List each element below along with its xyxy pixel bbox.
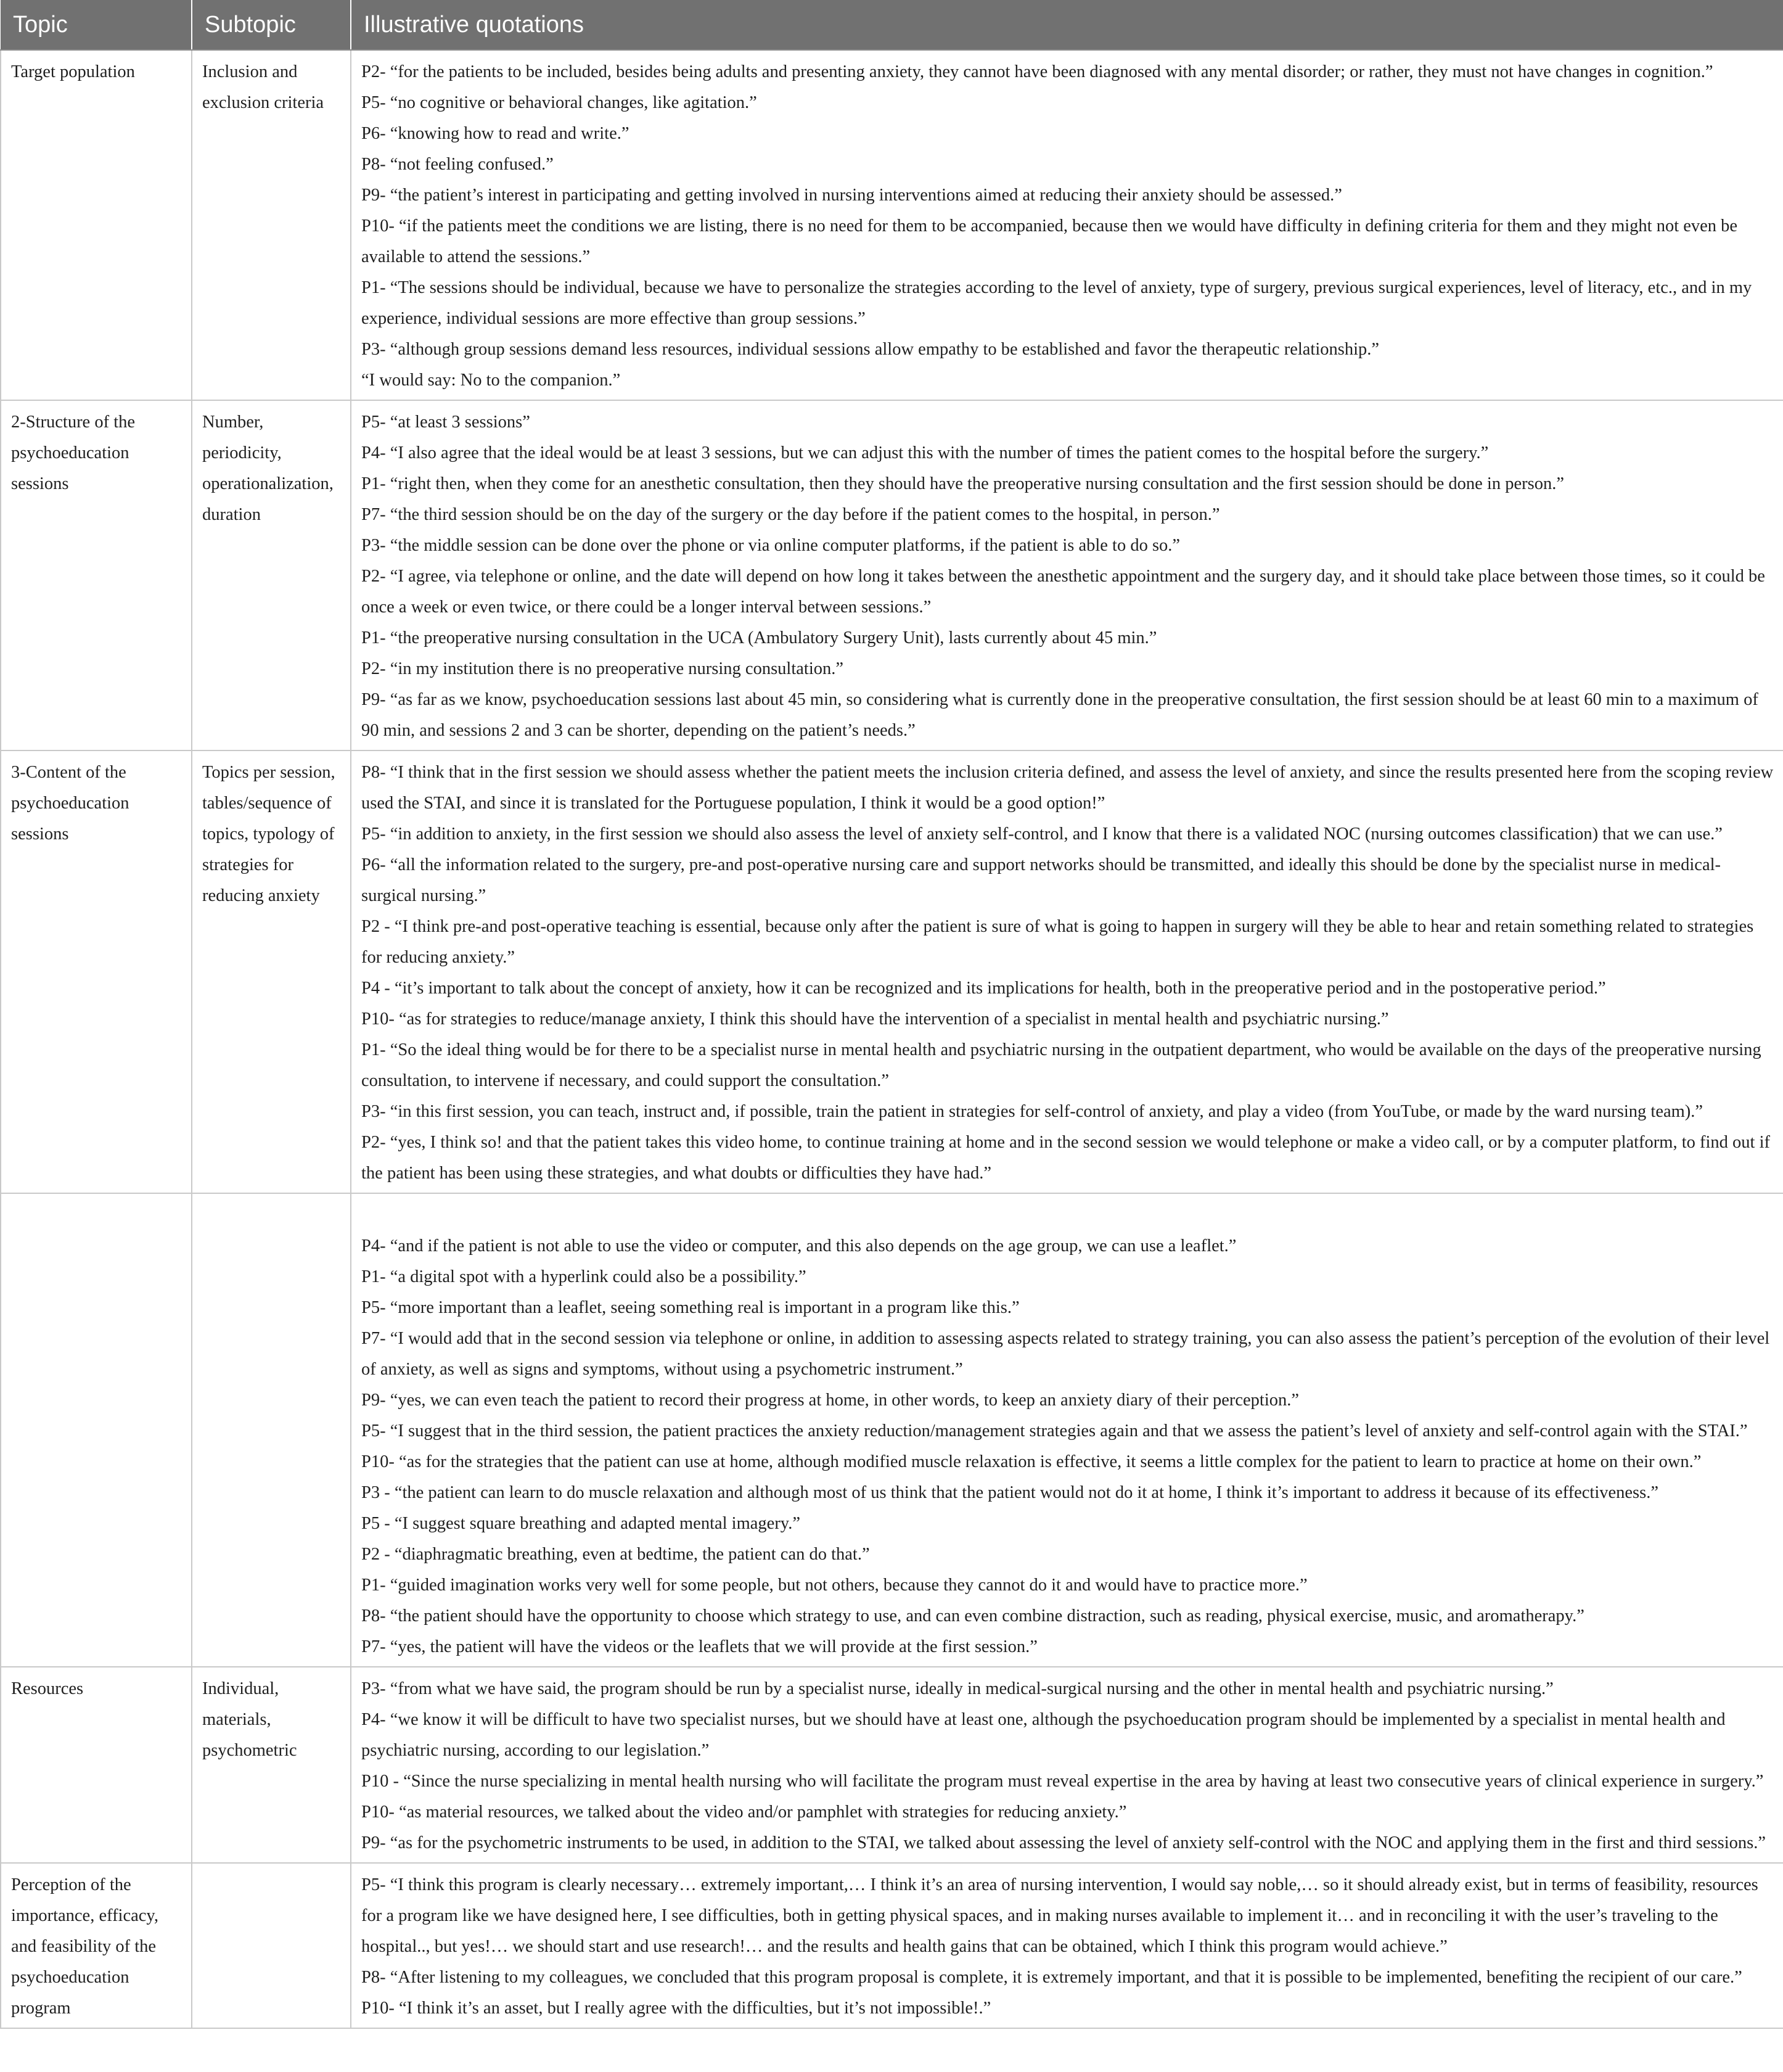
quotation: P2- “in my institution there is no preoperative nursing consultation.” bbox=[361, 659, 844, 678]
quotation: P4- “I also agree that the ideal would be at least 3 sessions, but we can adjust this with the number of times the patient comes to the hospital before the surgery.” bbox=[361, 443, 1489, 462]
quotation: P6- “knowing how to read and write.” bbox=[361, 124, 629, 143]
quotation: P10- “as for the strategies that the patient can use at home, although modified muscle relaxation is effective, it seems a little complex for the patient to learn to practice at home on their own.” bbox=[361, 1452, 1702, 1471]
subtopic-cell bbox=[192, 50, 351, 400]
topic-cell bbox=[1, 50, 192, 400]
quotation: P10- “as material resources, we talked about the video and/or pamphlet with strategies for reducing anxiety.” bbox=[361, 1803, 1127, 1822]
quotation: P2- “yes, I think so! and that the patient takes this video home, to continue training at home and in the second session we would telephone or make a video call, or by a computer platform, to find out if the patient has been using these strategies, and what doubts or difficulties they have had.” bbox=[361, 1133, 1770, 1183]
quotations-cell bbox=[351, 400, 1783, 750]
table-body bbox=[1, 50, 1783, 2028]
quotations-cell bbox=[351, 750, 1783, 1193]
subtopic-cell bbox=[192, 1863, 351, 2028]
table-row bbox=[1, 1863, 1783, 2028]
table-row bbox=[1, 400, 1783, 750]
quotation: P3- “although group sessions demand less resources, individual sessions allow empathy to be established and favor the therapeutic relationship.” bbox=[361, 340, 1380, 359]
topic-cell bbox=[1, 1863, 192, 2028]
quotation: P9- “yes, we can even teach the patient to record their progress at home, in other words, to keep an anxiety diary of their perception.” bbox=[361, 1391, 1300, 1410]
header-topic: Topic bbox=[1, 0, 192, 50]
quotation: P2 - “I think pre-and post-operative teaching is essential, because only after the patient is sure of what is going to happen in surgery will they be able to hear and retain something related to strategies for reducing anxiety.” bbox=[361, 917, 1754, 967]
quotation: P10- “if the patients meet the conditions we are listing, there is no need for them to be accompanied, because then we would have difficulty in defining criteria for them and they might not even be available to attend the sessions.” bbox=[361, 216, 1738, 266]
quotation: P1- “So the ideal thing would be for there to be a specialist nurse in mental health and psychiatric nursing in the outpatient department, who would be available on the days of the preoperative nursing consultation, to intervene if necessary, and could support the consultation.” bbox=[361, 1040, 1761, 1090]
topic-text: Resources bbox=[11, 1679, 84, 1698]
quotation: P3- “in this first session, you can teach, instruct and, if possible, train the patient in strategies for self-control of anxiety, and play a video (from YouTube, or made by the ward nursing team).” bbox=[361, 1102, 1703, 1121]
subtopic-text: Individual, materials, psychometric bbox=[202, 1679, 297, 1760]
topic-cell bbox=[1, 750, 192, 1193]
quotation: P7- “yes, the patient will have the videos or the leaflets that we will provide at the first session.” bbox=[361, 1637, 1038, 1656]
quotation: P2- “for the patients to be included, besides being adults and presenting anxiety, they cannot have been diagnosed with any mental disorder; or rather, they must not have changes in cognition.” bbox=[361, 62, 1713, 81]
quotation: P10- “as for strategies to reduce/manage anxiety, I think this should have the intervention of a specialist in mental health and psychiatric nursing.” bbox=[361, 1009, 1389, 1029]
quotation: P8- “I think that in the first session we should assess whether the patient meets the inclusion criteria defined, and assess the level of anxiety, and since the results presented here from the scoping review used the STAI, and since it is translated for the Portuguese population, I think it would be a good option!” bbox=[361, 763, 1774, 813]
header-quotations: Illustrative quotations bbox=[351, 0, 1783, 50]
subtopic-cell bbox=[192, 750, 351, 1193]
quotation: P2- “I agree, via telephone or online, and the date will depend on how long it takes between the anesthetic appointment and the surgery day, and it should take place between those times, so it could be once a week or even twice, or there could be a longer interval between sessions.” bbox=[361, 567, 1765, 617]
quotation: P5- “I suggest that in the third session, the patient practices the anxiety reduction/management strategies again and that we assess the patient’s level of anxiety and self-control again with the STAI.” bbox=[361, 1421, 1748, 1441]
header-subtopic: Subtopic bbox=[192, 0, 351, 50]
quotation: “I would say: No to the companion.” bbox=[361, 371, 621, 390]
quotations-cell bbox=[351, 50, 1783, 400]
quotation: P8- “the patient should have the opportunity to choose which strategy to use, and can even combine distraction, such as reading, physical exercise, music, and aromatherapy.” bbox=[361, 1606, 1584, 1626]
quotation: P1- “the preoperative nursing consultation in the UCA (Ambulatory Surgery Unit), lasts currently about 45 min.” bbox=[361, 628, 1157, 648]
subtopic-cell bbox=[192, 1193, 351, 1667]
quotation: P3- “from what we have said, the program should be run by a specialist nurse, ideally in medical-surgical nursing and the other in mental health and psychiatric nursing.” bbox=[361, 1679, 1554, 1698]
quotation: P4 - “it’s important to talk about the concept of anxiety, how it can be recognized and its implications for health, both in the preoperative period and in the postoperative period.” bbox=[361, 979, 1606, 998]
quotation: P1- “a digital spot with a hyperlink could also be a possibility.” bbox=[361, 1267, 806, 1286]
quotation: P9- “the patient’s interest in participating and getting involved in nursing interventions aimed at reducing their anxiety should be assessed.” bbox=[361, 186, 1342, 205]
subtopic-text: Topics per session, tables/sequence of topics, typology of strategies for reducing anxiety bbox=[202, 763, 335, 905]
table-row bbox=[1, 1193, 1783, 1667]
quotation: P8- “not feeling confused.” bbox=[361, 155, 554, 174]
table-row bbox=[1, 1667, 1783, 1863]
quotation: P5- “I think this program is clearly necessary… extremely important,… I think it’s an area of nursing intervention, I would say noble,… so it should already exist, but in terms of feasibility, resources for a program like we have designed here, I see difficulties, both in getting physical spaces, and in making nurses available to implement it… and in reconciling it with the user’s traveling to the hospital.., but yes!… we should start and use research!… and the results and health gains that can be obtained, which I think this program would achieve.” bbox=[361, 1875, 1758, 1956]
quotations-cell bbox=[351, 1193, 1783, 1667]
table-header-row bbox=[1, 0, 1783, 50]
quotation: P5- “in addition to anxiety, in the first session we should also assess the level of anxiety self-control, and I know that there is a validated NOC (nursing outcomes classification) that we can use.” bbox=[361, 824, 1723, 844]
quotation: P3- “the middle session can be done over the phone or via online computer platforms, if the patient is able to do so.” bbox=[361, 536, 1181, 555]
quotation: P5- “more important than a leaflet, seeing something real is important in a program like this.” bbox=[361, 1298, 1020, 1317]
topic-text: Perception of the importance, efficacy, and feasibility of the psychoeducation program bbox=[11, 1875, 158, 2018]
quotation: P10 - “Since the nurse specializing in mental health nursing who will facilitate the program must reveal expertise in the area by having at least two consecutive years of clinical experience in surgery.” bbox=[361, 1772, 1764, 1791]
quotation: P1- “The sessions should be individual, because we have to personalize the strategies according to the level of anxiety, type of surgery, previous surgical experiences, level of literacy, etc., and in my experience, individual sessions are more effective than group sessions.” bbox=[361, 278, 1752, 328]
quotation: P1- “guided imagination works very well for some people, but not others, because they cannot do it and would have to practice more.” bbox=[361, 1576, 1308, 1595]
quotation: P9- “as for the psychometric instruments to be used, in addition to the STAI, we talked about assessing the level of anxiety self-control with the NOC and applying them in the first and third sessions.” bbox=[361, 1833, 1766, 1852]
subtopic-cell bbox=[192, 400, 351, 750]
topic-cell bbox=[1, 1667, 192, 1863]
topic-text: 3-Content of the psychoeducation sessions bbox=[11, 763, 129, 844]
quotation: P2 - “diaphragmatic breathing, even at bedtime, the patient can do that.” bbox=[361, 1545, 870, 1564]
quotation: P7- “the third session should be on the day of the surgery or the day before if the patient comes to the hospital, in person.” bbox=[361, 505, 1220, 524]
subtopic-text: Inclusion and exclusion criteria bbox=[202, 62, 324, 112]
quotation: P10- “I think it’s an asset, but I really agree with the difficulties, but it’s not impossible!.” bbox=[361, 1999, 991, 2018]
quotation: P7- “I would add that in the second session via telephone or online, in addition to assessing aspects related to strategy training, you can also assess the patient’s perception of the evolution of their level of anxiety, as well as signs and symptoms, without using a psychometric instrument.” bbox=[361, 1329, 1770, 1379]
quotation: P1- “right then, when they come for an anesthetic consultation, then they should have the preoperative nursing consultation and the first session should be done in person.” bbox=[361, 474, 1564, 493]
quotation: P9- “as far as we know, psychoeducation sessions last about 45 min, so considering what is currently done in the preoperative consultation, the first session should be at least 60 min to a maximum of 90 min, and sessions 2 and 3 can be shorter, depending on the patient’s needs.” bbox=[361, 690, 1758, 740]
quotation: P5- “no cognitive or behavioral changes, like agitation.” bbox=[361, 93, 757, 112]
topic-cell bbox=[1, 1193, 192, 1667]
quotation: P8- “After listening to my colleagues, we concluded that this program proposal is complete, it is extremely important, and that it is possible to be implemented, benefiting the recipient of our care.” bbox=[361, 1968, 1742, 1987]
topic-text: 2-Structure of the psychoeducation sessions bbox=[11, 413, 136, 493]
topic-text: Target population bbox=[11, 62, 135, 81]
quotations-cell bbox=[351, 1667, 1783, 1863]
quotation: P3 - “the patient can learn to do muscle relaxation and although most of us think that the patient would not do it at home, I think it’s important to address it because of its effectiveness.” bbox=[361, 1483, 1659, 1502]
table-row bbox=[1, 750, 1783, 1193]
table-row bbox=[1, 50, 1783, 400]
subtopic-text: Number, periodicity, operationalization, duration bbox=[202, 413, 334, 524]
quotations-cell bbox=[351, 1863, 1783, 2028]
topic-cell bbox=[1, 400, 192, 750]
quotation: P6- “all the information related to the surgery, pre-and post-operative nursing care and support networks should be transmitted, and ideally this should be done by the specialist nurse in medical-surgical nursing.” bbox=[361, 855, 1721, 905]
quotation: P4- “and if the patient is not able to use the video or computer, and this also depends on the age group, we can use a leaflet.” bbox=[361, 1236, 1237, 1256]
quotation: P5 - “I suggest square breathing and adapted mental imagery.” bbox=[361, 1514, 800, 1533]
quotation: P5- “at least 3 sessions” bbox=[361, 413, 530, 432]
subtopic-cell bbox=[192, 1667, 351, 1863]
quotation: P4- “we know it will be difficult to have two specialist nurses, but we should have at least one, although the psychoeducation program should be implemented by a specialist in mental health and psychiatric nursing, according to our legislation.” bbox=[361, 1710, 1726, 1760]
